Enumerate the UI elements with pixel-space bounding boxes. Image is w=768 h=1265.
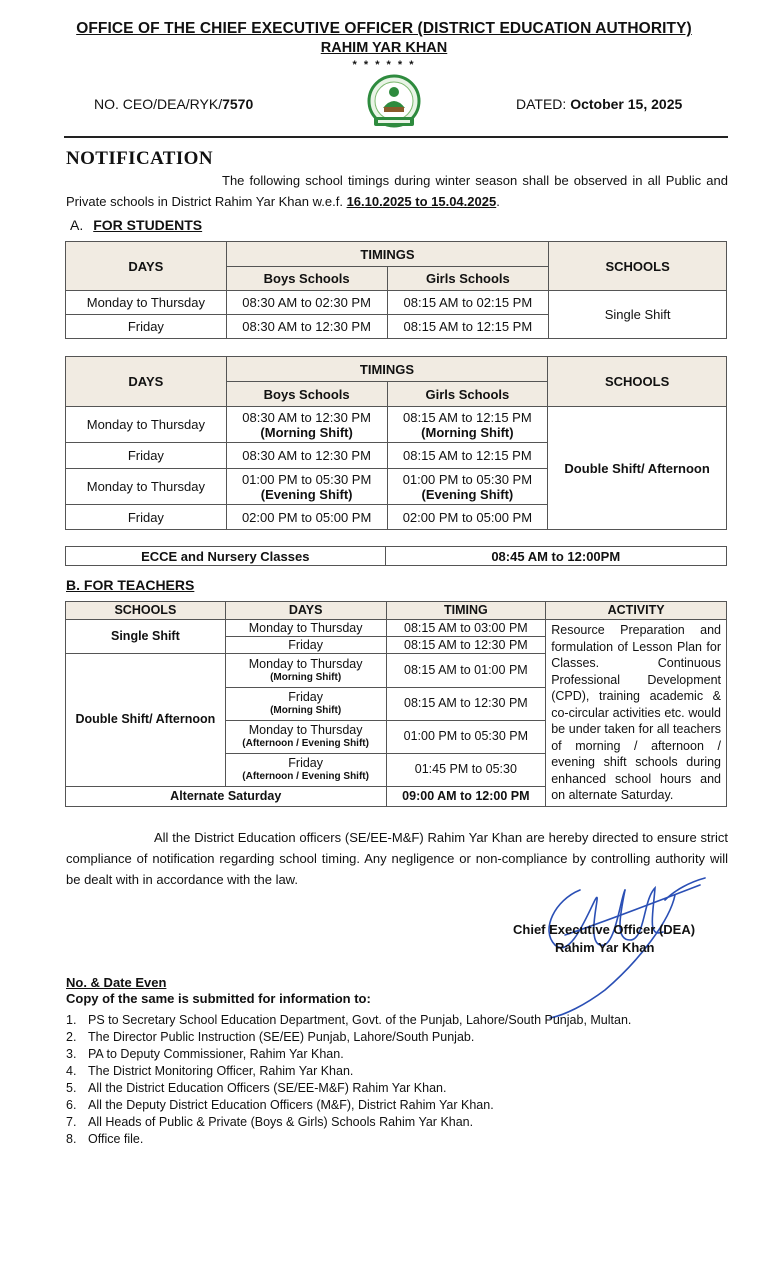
boys-timing-cell: 08:30 AM to 12:30 PM: [226, 315, 387, 339]
header-days: DAYS: [66, 242, 227, 291]
signature-place: Rahim Yar Khan: [555, 940, 655, 955]
timing-cell: 01:45 PM to 05:30: [386, 753, 546, 786]
day-cell: Monday to Thursday: [66, 469, 227, 505]
day-cell: Friday: [66, 315, 227, 339]
office-title: OFFICE OF THE CHIEF EXECUTIVE OFFICER (DISTRICT EDUCATION AUTHORITY): [76, 20, 692, 37]
header-boys-schools: Boys Schools: [226, 382, 387, 407]
department-logo: [362, 74, 426, 132]
timing-cell: 08:15 AM to 12:30 PM: [386, 687, 546, 720]
signature-title: Chief Executive Officer (DEA): [513, 922, 696, 937]
header-girls-schools: Girls Schools: [387, 267, 549, 291]
girls-timing-cell: 08:15 AM to 12:15 PM (Morning Shift): [387, 407, 548, 443]
list-item: 1. PS to Secretary School Education Department, Govt. of the Punjab, Lahore/South Punjab, Multan.: [66, 1013, 632, 1027]
single-shift-cell: Single Shift: [66, 620, 226, 654]
header-activity: ACTIVITY: [546, 602, 727, 620]
alternate-saturday-timing: 09:00 AM to 12:00 PM: [386, 786, 546, 806]
list-item: 8. Office file.: [66, 1132, 144, 1146]
list-item: 4. The District Monitoring Officer, Rahim Yar Khan.: [66, 1064, 354, 1078]
double-shift-students-table: [65, 356, 727, 530]
header-timings: TIMINGS: [226, 242, 548, 267]
double-shift-cell: Double Shift/ Afternoon: [66, 654, 226, 787]
ecce-label: ECCE and Nursery Classes: [66, 547, 386, 566]
girls-timing-cell: 08:15 AM to 12:15 PM: [387, 315, 549, 339]
alternate-saturday-cell: Alternate Saturday: [66, 786, 387, 806]
even-number-heading: No. & Date Even: [66, 975, 167, 990]
header-stars: * * * * * *: [352, 59, 416, 71]
single-shift-students-table: [65, 241, 727, 339]
girls-timing-cell: 02:00 PM to 05:00 PM: [387, 505, 548, 530]
boys-timing-cell: 02:00 PM to 05:00 PM: [226, 505, 387, 530]
notification-intro: The following school timings during winter season shall be observed in all Public and Private schools in District Rahim Yar Khan w.e.f. 16.10.2025 to 15.04.2025.: [66, 173, 728, 209]
table-row: [66, 620, 727, 637]
day-cell: Friday (Afternoon / Evening Shift): [225, 753, 386, 786]
ecce-timing: 08:45 AM to 12:00PM: [385, 547, 726, 566]
timing-cell: 08:15 AM to 12:30 PM: [386, 637, 546, 654]
section-b-heading: B. FOR TEACHERS: [66, 577, 195, 593]
ecce-table: [65, 546, 727, 566]
timing-cell: 01:00 PM to 05:30 PM: [386, 720, 546, 753]
list-item: 6. All the Deputy District Education Officers (M&F), District Rahim Yar Khan.: [66, 1098, 494, 1112]
boys-timing-cell: 08:30 AM to 02:30 PM: [226, 291, 387, 315]
header-days: DAYS: [225, 602, 386, 620]
boys-timing-cell: 01:00 PM to 05:30 PM (Evening Shift): [226, 469, 387, 505]
day-cell: Friday: [225, 637, 386, 654]
girls-timing-cell: 01:00 PM to 05:30 PM (Evening Shift): [387, 469, 548, 505]
teachers-table: [65, 601, 727, 807]
day-cell: Friday: [66, 443, 227, 469]
header-schools: SCHOOLS: [66, 602, 226, 620]
document-date: DATED: October 15, 2025: [516, 96, 683, 112]
section-a-heading: A. FOR STUDENTS: [70, 217, 203, 233]
header-days: DAYS: [66, 357, 227, 407]
table-row: [66, 291, 727, 315]
list-item: 2. The Director Public Instruction (SE/EE) Punjab, Lahore/South Punjab.: [66, 1030, 475, 1044]
day-cell: Monday to Thursday: [225, 620, 386, 637]
list-item: 5. All the District Education Officers (SE/EE-M&F) Rahim Yar Khan.: [66, 1081, 447, 1095]
header-schools: SCHOOLS: [548, 357, 727, 407]
boys-timing-cell: 08:30 AM to 12:30 PM (Morning Shift): [226, 407, 387, 443]
closing-paragraph: All the District Education officers (SE/EE-M&F) Rahim Yar Khan are hereby directed to ensure strict compliance of notification regarding school timing. Any negligence or non-compliance by controlling authority will be dealt with in accordance with the law.: [66, 830, 728, 887]
girls-timing-cell: 08:15 AM to 02:15 PM: [387, 291, 549, 315]
list-item: 7. All Heads of Public & Private (Boys & Girls) Schools Rahim Yar Khan.: [66, 1115, 474, 1129]
table-row: [66, 407, 727, 443]
boys-timing-cell: 08:30 AM to 12:30 PM: [226, 443, 387, 469]
school-type-cell: Single Shift: [549, 291, 727, 339]
header-timings: TIMINGS: [226, 357, 548, 382]
timing-cell: 08:15 AM to 03:00 PM: [386, 620, 546, 637]
distribution-list: [66, 1012, 631, 1148]
office-subtitle: RAHIM YAR KHAN: [320, 40, 448, 56]
day-cell: Monday to Thursday (Morning Shift): [225, 654, 386, 688]
timing-cell: 08:15 AM to 01:00 PM: [386, 654, 546, 688]
header-schools: SCHOOLS: [549, 242, 727, 291]
girls-timing-cell: 08:15 AM to 12:15 PM: [387, 443, 548, 469]
day-cell: Monday to Thursday: [66, 291, 227, 315]
day-cell: Monday to Thursday: [66, 407, 227, 443]
reference-number: NO. CEO/DEA/RYK/7570: [94, 96, 254, 112]
day-cell: Friday: [66, 505, 227, 530]
header-girls-schools: Girls Schools: [387, 382, 548, 407]
day-cell: Monday to Thursday (Afternoon / Evening Shift): [225, 720, 386, 753]
notification-heading: NOTIFICATION: [66, 148, 213, 169]
header-boys-schools: Boys Schools: [226, 267, 387, 291]
activity-cell: Resource Preparation and formulation of Lesson Plan for Classes. Continuous Professional Development (CPD), training academic & co-circular activities etc. would be under taken for all teachers of morning / afternoon / evening shift schools during enhanced school hours and on alternate Saturday.: [546, 620, 727, 807]
list-item: 3. PA to Deputy Commissioner, Rahim Yar Khan.: [66, 1047, 344, 1061]
day-cell: Friday (Morning Shift): [225, 687, 386, 720]
header-divider: [64, 136, 728, 138]
header-timing: TIMING: [386, 602, 546, 620]
copy-to-line: Copy of the same is submitted for information to:: [66, 991, 371, 1006]
effective-dates: 16.10.2025 to 15.04.2025: [346, 194, 497, 209]
school-type-cell: Double Shift/ Afternoon: [548, 407, 727, 530]
